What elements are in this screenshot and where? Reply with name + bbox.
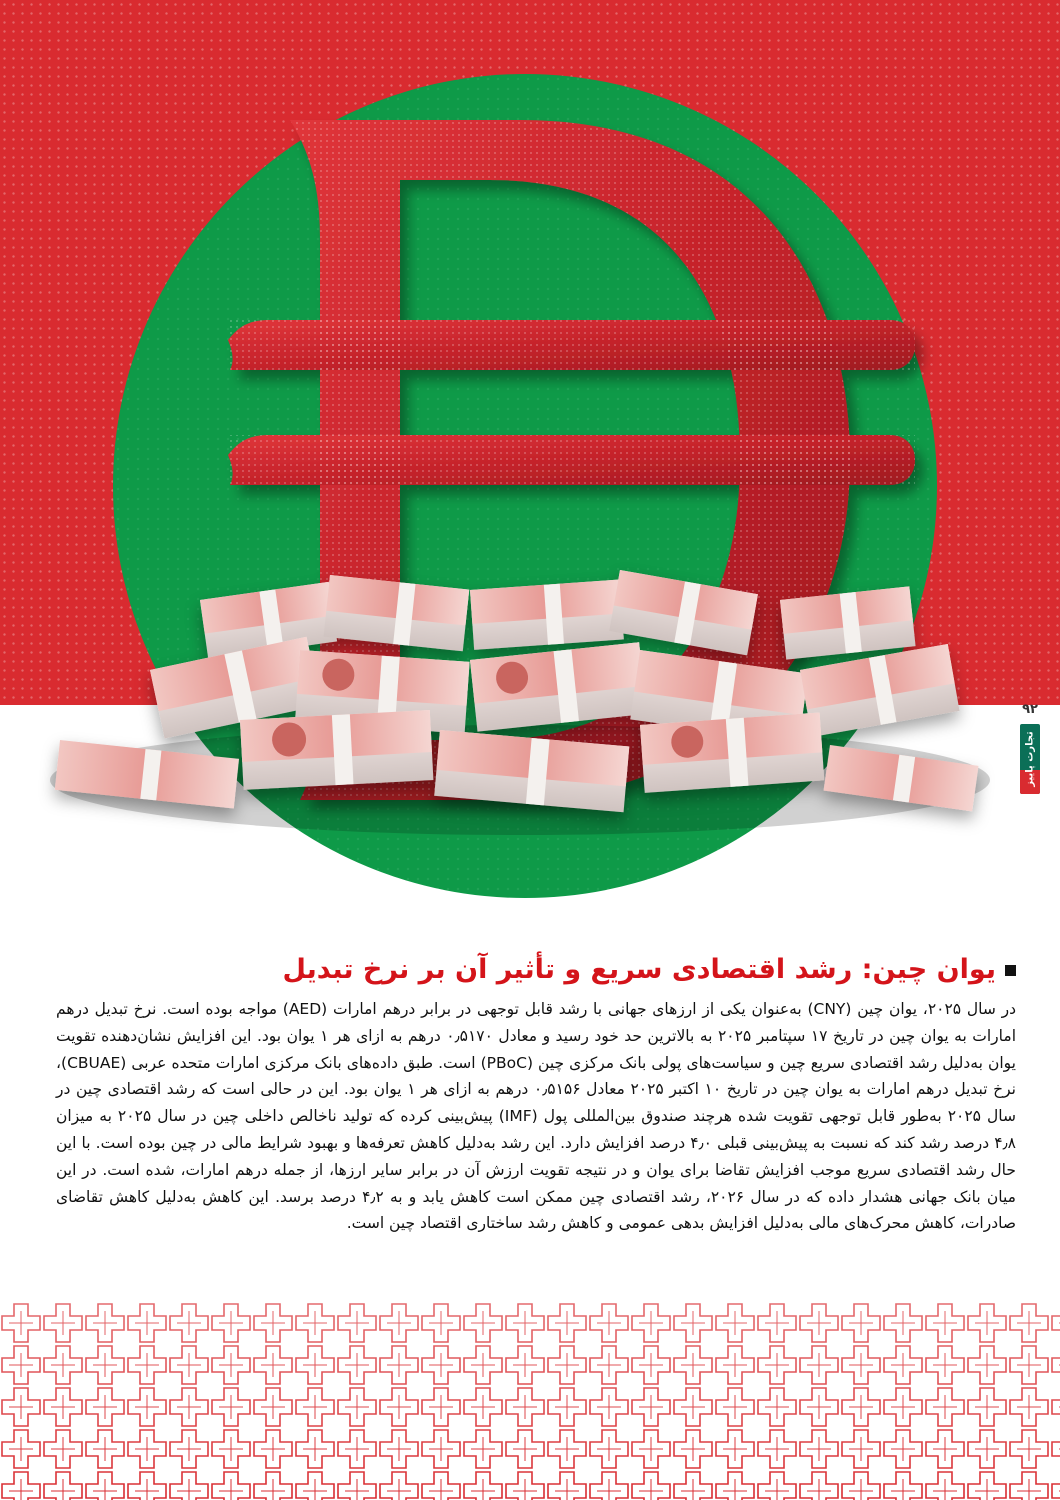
article-headline-text: یوان چین: رشد اقتصادی سریع و تأثیر آن بر نرخ تبدیل [282,954,996,985]
article-headline [56,950,1016,990]
square-bullet-icon [1005,965,1016,976]
article [56,950,1016,1237]
geometric-cross-pattern-icon [0,1302,1060,1500]
article-body: در سال ۲۰۲۵، یوان چین (CNY) به‌عنوان یکی از ارزهای جهانی با رشد قابل توجهی در برابر درهم امارات (AED) مواجه بوده است. نرخ تبدیل درهم امارات به یوان چین در تاریخ ۱۷ سپتامبر ۲۰۲۵ به بالاترین حد خود رسید و معادل ۰٫۵۱۷۰ درهم به ازای هر ۱ یوان بود. این افزایش نشان‌دهنده تقویت یوان به‌دلیل رشد اقتصادی سریع چین و سیاست‌های پولی بانک مرکزی چین (PBoC) است. طبق داده‌های بانک مرکزی امارات متحده عربی (CBUAE)، نرخ تبدیل درهم امارات به یوان چین در تاریخ ۱۰ اکتبر ۲۰۲۵ معادل ۰٫۵۱۵۶ درهم به ازای هر ۱ یوان بود. این در حالی است که رشد اقتصادی چین در سال ۲۰۲۵ به‌طور قابل توجهی تقویت شده هرچند صندوق بین‌المللی پول (IMF) پیش‌بینی کرده که تولید ناخالص داخلی چین در سال ۲۰۲۵ به میزان ۴٫۸ درصد رشد کند که نسبت به پیش‌بینی قبلی ۴٫۰ درصد افزایش دارد. این رشد به‌دلیل کاهش تعرفه‌ها و بهبود شرایط مالی در چین بوده است. با این حال رشد اقتصادی سریع موجب افزایش تقاضا برای یوان و در نتیجه تقویت ارزش آن در برابر سایر ارزها، از جمله درهم امارات، شده است. در این میان بانک جهانی هشدار داده که در سال ۲۰۲۶، رشد اقتصادی چین ممکن است کاهش یابد و به ۴٫۲ درصد برسد. این کاهش به‌دلیل کاهش تقاضای صادرات، کاهش محرک‌های مالی به‌دلیل افزایش بدهی عمومی و کاهش رشد ساختاری اقتصاد چین است. [56,1000,1017,1233]
brand-tab [1020,724,1040,794]
page-side-strip [1018,702,1042,792]
brand-tab-text: تجارت پاییز [1024,731,1036,787]
page-number: ۹۲ [1022,702,1038,717]
